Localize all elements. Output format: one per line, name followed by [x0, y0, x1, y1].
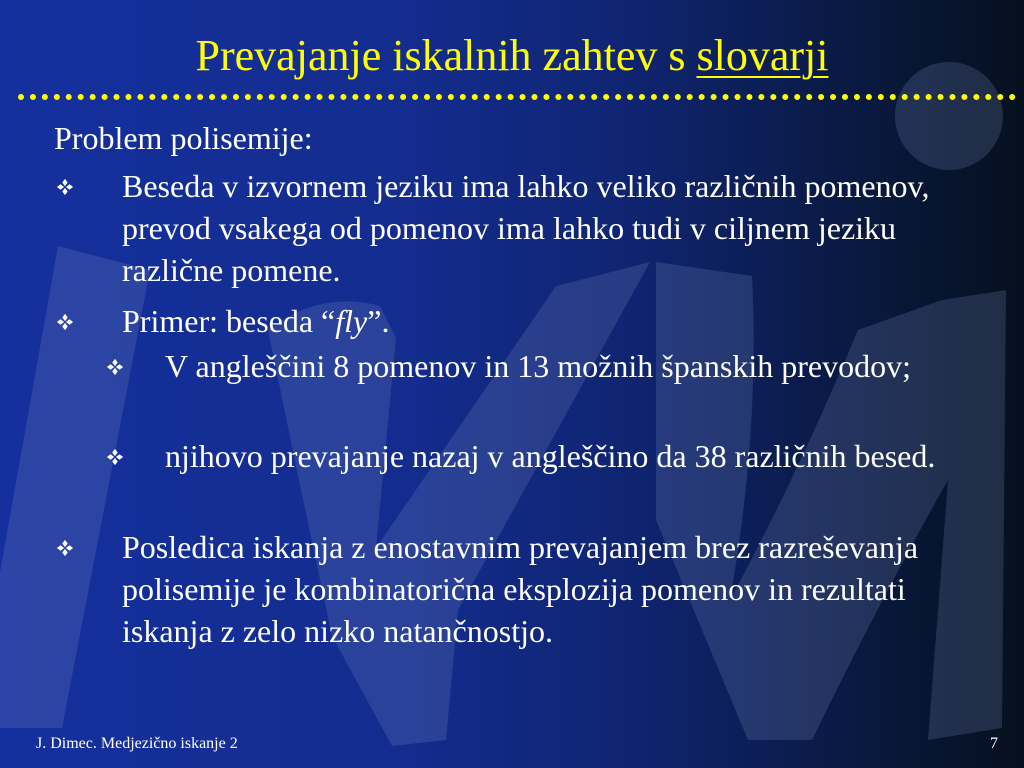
sub-bullet-text: njihovo prevajanje nazaj v angleščino da 38 različnih besed. [165, 438, 936, 474]
emphasized-word: fly [335, 303, 368, 339]
bullet-text: Posledica iskanja z enostavnim prevajanjem brez razreševanja polisemije je kombinatorična eksplozija pomenov in rezultati iskanja z zelo nizko natančnostjo. [122, 529, 919, 649]
four-diamond-bullet-icon [106, 448, 124, 466]
bullet-text-suffix: ”. [367, 303, 390, 339]
bullet-text-prefix: Primer: beseda “ [122, 303, 336, 339]
footer-author: J. Dimec. Medjezično iskanje 2 [36, 735, 238, 752]
intro-line: Problem polisemije: [54, 120, 313, 156]
four-diamond-bullet-icon [56, 313, 74, 331]
slide-title-text: Prevajanje iskalnih zahtev s [195, 31, 686, 80]
sub-bullet-text: V angleščini 8 pomenov in 13 možnih španskih prevodov; [165, 348, 911, 384]
four-diamond-bullet-icon [106, 358, 124, 376]
bullet-item [122, 526, 1002, 652]
four-diamond-bullet-icon [56, 539, 74, 557]
sub-bullet-item [165, 345, 985, 387]
page-number: 7 [990, 735, 998, 752]
bullet-item [122, 300, 1002, 342]
bullet-text: Beseda v izvornem jeziku ima lahko veliko različnih pomenov, prevod vsakega od pomenov ima lahko tudi v ciljnem jeziku različne pomene. [122, 168, 930, 288]
four-diamond-bullet-icon [56, 178, 74, 196]
sub-bullet-item [165, 435, 985, 477]
bullet-item [122, 165, 1002, 291]
slide-title-link[interactable]: slovarji [696, 31, 829, 80]
